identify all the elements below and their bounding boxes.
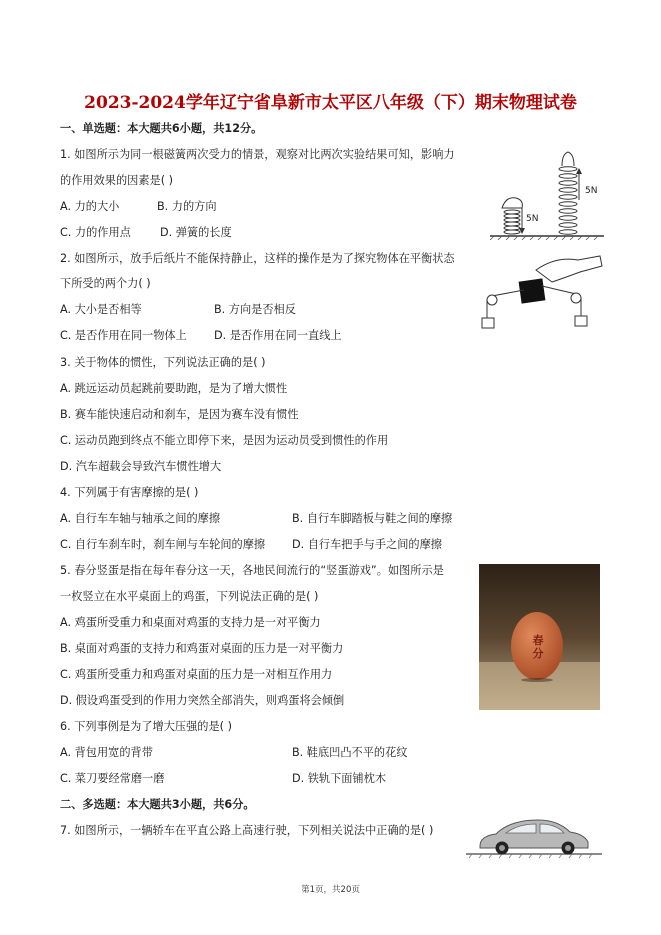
question-3-option-a: A. 跳远运动员起跳前要助跑，是为了增大惯性: [60, 382, 288, 395]
page-title: 2023-2024学年辽宁省阜新市太平区八年级（下）期末物理试卷: [84, 93, 577, 113]
question-1-line-2: 的作用效果的因素是( ): [60, 174, 173, 187]
question-2-line-1: 2. 如图所示，放手后纸片不能保持静止，这样的操作是为了探究物体在平衡状态: [60, 252, 455, 265]
card-pulley-figure: [478, 250, 606, 332]
question-2-option-b: B. 方向是否相反: [214, 303, 296, 316]
question-4-line-1: 4. 下列属于有害摩擦的是( ): [60, 486, 199, 499]
car-figure: [466, 814, 602, 860]
section-heading-single-choice: 一、单选题：本大题共6小题，共12分。: [60, 122, 263, 135]
spring-force-label-left: 5N: [526, 214, 539, 224]
question-6-option-b: B. 鞋底凹凸不平的花纹: [292, 746, 408, 759]
question-6-option-c: C. 菜刀要经常磨一磨: [60, 772, 165, 785]
question-4-option-d: D. 自行车把手与手之间的摩擦: [292, 538, 442, 551]
question-4-option-a: A. 自行车车轴与轴承之间的摩擦: [60, 512, 221, 525]
question-7-line-1: 7. 如图所示，一辆轿车在平直公路上高速行驶，下列相关说法中正确的是( ): [60, 824, 434, 837]
question-4-option-b: B. 自行车脚踏板与鞋之间的摩擦: [292, 512, 453, 525]
question-5-line-1: 5. 春分竖蛋是指在每年春分这一天，各地民间流行的“竖蛋游戏”。如图所示是: [60, 564, 444, 577]
question-3-option-c: C. 运动员跑到终点不能立即停下来，是因为运动员受到惯性的作用: [60, 434, 389, 447]
egg-text: 春分: [532, 634, 544, 660]
spring-force-label-right: 5N: [585, 186, 598, 196]
question-1-option-c: C. 力的作用点: [60, 226, 131, 239]
question-2-option-d: D. 是否作用在同一直线上: [214, 329, 342, 342]
question-6-option-d: D. 铁轨下面铺枕木: [292, 772, 387, 785]
question-2-option-a: A. 大小是否相等: [60, 303, 142, 316]
question-4-option-c: C. 自行车刹车时，刹车闸与车轮间的摩擦: [60, 538, 266, 551]
question-3-line-1: 3. 关于物体的惯性，下列说法正确的是( ): [60, 356, 266, 369]
question-5-option-a: A. 鸡蛋所受重力和桌面对鸡蛋的支持力是一对平衡力: [60, 616, 321, 629]
section-heading-multiple-choice: 二、多选题：本大题共3小题，共6分。: [60, 798, 255, 811]
question-6-option-a: A. 背包用宽的背带: [60, 746, 153, 759]
question-2-option-c: C. 是否作用在同一物体上: [60, 329, 187, 342]
question-1-option-a: A. 力的大小: [60, 200, 120, 213]
question-3-option-b: B. 赛车能快速启动和刹车，是因为赛车没有惯性: [60, 408, 299, 421]
question-3-option-d: D. 汽车超载会导致汽车惯性增大: [60, 460, 222, 473]
question-5-line-2: 一枚竖立在水平桌面上的鸡蛋，下列说法正确的是( ): [60, 590, 319, 603]
question-1-option-d: D. 弹簧的长度: [160, 226, 232, 239]
question-6-line-1: 6. 下列事例是为了增大压强的是( ): [60, 720, 232, 733]
question-1-line-1: 1. 如图所示为同一根磁簧两次受力的情景，观察对比两次实验结果可知，影响力: [60, 148, 455, 161]
question-5-option-b: B. 桌面对鸡蛋的支持力和鸡蛋对桌面的压力是一对平衡力: [60, 642, 344, 655]
question-1-option-b: B. 力的方向: [157, 200, 217, 213]
page-footer: 第1页，共20页: [301, 885, 360, 895]
question-5-option-d: D. 假设鸡蛋受到的作用力突然全部消失，则鸡蛋将会倾倒: [60, 694, 345, 707]
question-5-option-c: C. 鸡蛋所受重力和鸡蛋对桌面的压力是一对相互作用力: [60, 668, 333, 681]
question-2-line-2: 下所受的两个力( ): [60, 277, 151, 290]
